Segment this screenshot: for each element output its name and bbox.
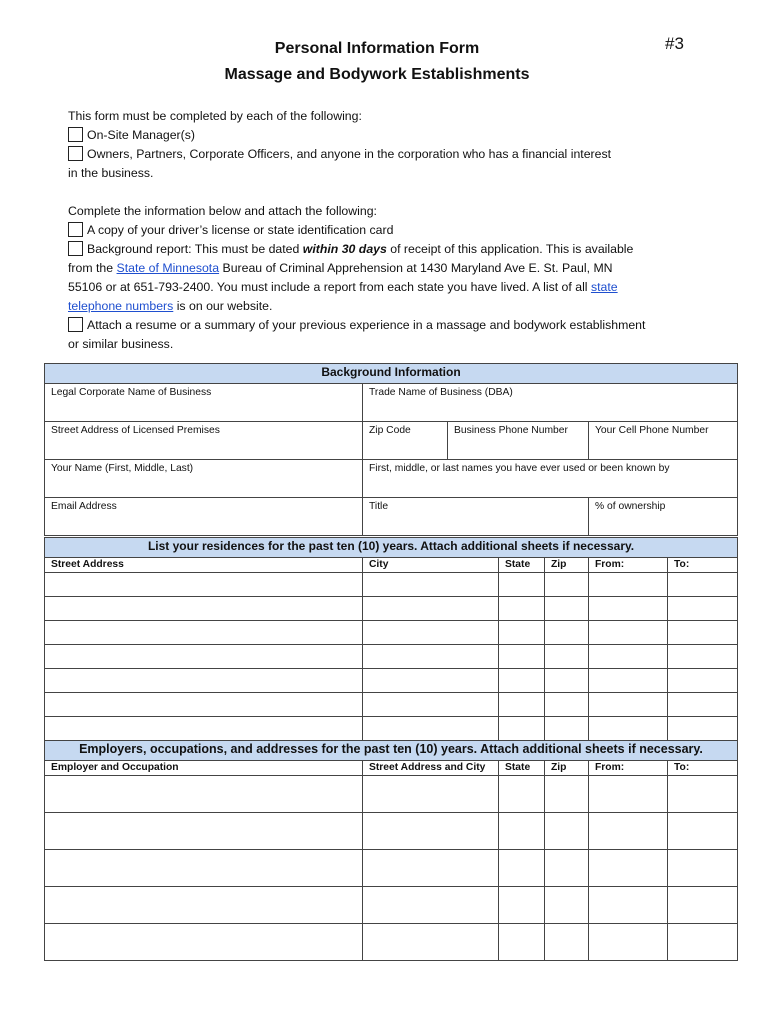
ownership-label: % of ownership <box>595 501 666 512</box>
street-address-field[interactable] <box>45 422 363 460</box>
form-title: Personal Information Form <box>274 40 480 57</box>
residence-row <box>45 573 738 597</box>
legal-name-label: Legal Corporate Name of Business <box>51 387 212 398</box>
residence-city-cell[interactable] <box>363 693 499 717</box>
residences-col-from: From: <box>589 558 668 573</box>
background-information-table <box>44 363 738 536</box>
form-subtitle: Massage and Bodywork Establishments <box>224 66 530 83</box>
checkbox-row-background <box>68 240 728 259</box>
your-name-label: Your Name (First, Middle, Last) <box>51 463 194 474</box>
license-copy-checkbox[interactable] <box>68 222 83 237</box>
residence-street-cell[interactable] <box>45 597 363 621</box>
employer-zip-cell[interactable] <box>545 887 589 924</box>
residence-to-cell[interactable] <box>668 717 738 741</box>
residence-city-cell[interactable] <box>363 645 499 669</box>
employer-occupation-cell[interactable] <box>45 887 363 924</box>
residence-street-cell[interactable] <box>45 645 363 669</box>
other-names-field[interactable] <box>363 460 738 498</box>
residence-zip-cell[interactable] <box>545 597 589 621</box>
residence-city-cell[interactable] <box>363 573 499 597</box>
residence-state-cell[interactable] <box>499 717 545 741</box>
residence-to-cell[interactable] <box>668 693 738 717</box>
residence-city-cell[interactable] <box>363 717 499 741</box>
residences-table <box>44 537 738 741</box>
employer-to-cell[interactable] <box>668 813 738 850</box>
state-telephone-link-part1[interactable]: state <box>590 280 618 294</box>
employer-to-cell[interactable] <box>668 776 738 813</box>
residence-from-cell[interactable] <box>589 669 668 693</box>
your-name-field[interactable] <box>45 460 363 498</box>
residences-col-city: City <box>363 558 499 573</box>
residence-zip-cell[interactable] <box>545 669 589 693</box>
employer-zip-cell[interactable] <box>545 776 589 813</box>
residence-row <box>45 597 738 621</box>
intro-text: This form must be completed by each of the following: <box>68 109 362 123</box>
employers-col-state: State <box>499 761 545 776</box>
email-label: Email Address <box>51 501 117 512</box>
employers-col-zip: Zip <box>545 761 589 776</box>
employer-zip-cell[interactable] <box>545 813 589 850</box>
checkbox-row-owners <box>68 145 728 164</box>
residence-street-cell[interactable] <box>45 669 363 693</box>
residence-to-cell[interactable] <box>668 645 738 669</box>
bg-line3-prefix: 55106 or at 651-793-2400. You must include a report from each state you have lived. A list of all <box>68 280 591 294</box>
employer-from-cell[interactable] <box>589 924 668 961</box>
employer-occupation-cell[interactable] <box>45 776 363 813</box>
owners-checkbox[interactable] <box>68 146 83 161</box>
resume-label: Attach a resume or a summary of your previous experience in a massage and bodywork establishment <box>87 318 646 332</box>
residence-zip-cell[interactable] <box>545 717 589 741</box>
employer-state-cell[interactable] <box>499 887 545 924</box>
employer-from-cell[interactable] <box>589 850 668 887</box>
residences-col-to: To: <box>668 558 738 573</box>
residence-from-cell[interactable] <box>589 693 668 717</box>
employer-state-cell[interactable] <box>499 776 545 813</box>
attach-instructions: Complete the information below and attach the following: <box>68 204 377 218</box>
employer-occupation-cell[interactable] <box>45 924 363 961</box>
checkbox-row-license <box>68 221 728 240</box>
employer-row <box>45 887 738 924</box>
bg-line2-prefix: from the <box>68 261 117 275</box>
onsite-manager-label: On-Site Manager(s) <box>87 128 195 142</box>
residence-state-cell[interactable] <box>499 621 545 645</box>
business-phone-label: Business Phone Number <box>454 425 568 436</box>
residence-from-cell[interactable] <box>589 573 668 597</box>
background-information-heading: Background Information <box>45 364 738 384</box>
employer-zip-cell[interactable] <box>545 850 589 887</box>
state-of-minnesota-link[interactable]: State of Minnesota <box>116 261 220 275</box>
residence-zip-cell[interactable] <box>545 621 589 645</box>
cell-phone-field[interactable] <box>589 422 738 460</box>
owners-label: Owners, Partners, Corporate Officers, and anyone in the corporation who has a financial interest <box>87 147 612 161</box>
checkbox-row-onsite-manager <box>68 126 728 145</box>
employer-from-cell[interactable] <box>589 887 668 924</box>
background-report-label-end: of receipt of this application. This is available <box>386 242 634 256</box>
background-report-line2 <box>68 259 728 278</box>
residence-row <box>45 645 738 669</box>
employer-from-cell[interactable] <box>589 813 668 850</box>
employer-occupation-cell[interactable] <box>45 850 363 887</box>
employer-to-cell[interactable] <box>668 924 738 961</box>
employer-address-cell[interactable] <box>363 776 499 813</box>
residence-zip-cell[interactable] <box>545 573 589 597</box>
trade-name-field[interactable] <box>363 384 738 422</box>
residence-street-cell[interactable] <box>45 693 363 717</box>
onsite-manager-checkbox[interactable] <box>68 127 83 142</box>
state-telephone-link-part2[interactable]: telephone numbers <box>68 299 174 313</box>
residence-state-cell[interactable] <box>499 645 545 669</box>
employers-table <box>44 740 738 961</box>
employer-state-cell[interactable] <box>499 850 545 887</box>
residence-city-cell[interactable] <box>363 621 499 645</box>
resume-label-continued: or similar business. <box>68 337 174 351</box>
employer-from-cell[interactable] <box>589 776 668 813</box>
intro-section-2 <box>68 202 728 354</box>
checkbox-row-resume <box>68 316 728 335</box>
legal-name-field[interactable] <box>45 384 363 422</box>
ownership-field[interactable] <box>589 498 738 536</box>
residence-street-cell[interactable] <box>45 573 363 597</box>
page-number: #3 <box>665 34 684 53</box>
other-names-label: First, middle, or last names you have ever used or been known by <box>369 463 670 474</box>
employers-heading: Employers, occupations, and addresses for the past ten (10) years. Attach additional sheets if necessary. <box>45 741 738 761</box>
residence-row <box>45 717 738 741</box>
residence-to-cell[interactable] <box>668 597 738 621</box>
residence-state-cell[interactable] <box>499 693 545 717</box>
residence-from-cell[interactable] <box>589 621 668 645</box>
residence-state-cell[interactable] <box>499 597 545 621</box>
background-report-line3 <box>68 278 728 297</box>
trade-name-label: Trade Name of Business (DBA) <box>369 387 513 398</box>
residence-zip-cell[interactable] <box>545 645 589 669</box>
employer-address-cell[interactable] <box>363 850 499 887</box>
bg-line4-suffix: is on our website. <box>173 299 273 313</box>
employer-address-cell[interactable] <box>363 924 499 961</box>
residences-col-street: Street Address <box>45 558 363 573</box>
residences-col-zip: Zip <box>545 558 589 573</box>
employer-row <box>45 924 738 961</box>
residence-from-cell[interactable] <box>589 645 668 669</box>
employer-occupation-cell[interactable] <box>45 813 363 850</box>
residence-zip-cell[interactable] <box>545 693 589 717</box>
employers-col-employer: Employer and Occupation <box>45 761 363 776</box>
residence-city-cell[interactable] <box>363 669 499 693</box>
residence-state-cell[interactable] <box>499 669 545 693</box>
employer-row <box>45 813 738 850</box>
employer-row <box>45 776 738 813</box>
employers-col-from: From: <box>589 761 668 776</box>
title-field[interactable] <box>363 498 589 536</box>
residence-street-cell[interactable] <box>45 717 363 741</box>
employer-to-cell[interactable] <box>668 887 738 924</box>
residence-row <box>45 669 738 693</box>
background-report-line4 <box>68 297 728 316</box>
resume-checkbox[interactable] <box>68 317 83 332</box>
employer-zip-cell[interactable] <box>545 924 589 961</box>
zip-code-label: Zip Code <box>369 425 411 436</box>
employers-col-street-city: Street Address and City <box>363 761 499 776</box>
residence-street-cell[interactable] <box>45 621 363 645</box>
cell-phone-label: Your Cell Phone Number <box>595 425 709 436</box>
residence-from-cell[interactable] <box>589 717 668 741</box>
employer-state-cell[interactable] <box>499 813 545 850</box>
bg-line2-suffix: Bureau of Criminal Apprehension at 1430 Maryland Ave E. St. Paul, MN <box>219 261 613 275</box>
residence-to-cell[interactable] <box>668 669 738 693</box>
employer-address-cell[interactable] <box>363 887 499 924</box>
employer-row <box>45 850 738 887</box>
residences-col-state: State <box>499 558 545 573</box>
owners-label-continued: in the business. <box>68 166 154 180</box>
employer-to-cell[interactable] <box>668 850 738 887</box>
street-address-label: Street Address of Licensed Premises <box>51 425 220 436</box>
residence-to-cell[interactable] <box>668 573 738 597</box>
license-copy-label: A copy of your driver’s license or state identification card <box>87 223 394 237</box>
residence-state-cell[interactable] <box>499 573 545 597</box>
employer-state-cell[interactable] <box>499 924 545 961</box>
residence-to-cell[interactable] <box>668 621 738 645</box>
zip-code-field[interactable] <box>363 422 448 460</box>
employer-address-cell[interactable] <box>363 813 499 850</box>
employers-col-to: To: <box>668 761 738 776</box>
within-30-days-text: within 30 days <box>302 242 387 256</box>
residence-city-cell[interactable] <box>363 597 499 621</box>
residence-row <box>45 621 738 645</box>
business-phone-field[interactable] <box>448 422 589 460</box>
email-field[interactable] <box>45 498 363 536</box>
residence-row <box>45 693 738 717</box>
residences-heading: List your residences for the past ten (10) years. Attach additional sheets if necessary. <box>45 538 738 558</box>
background-report-checkbox[interactable] <box>68 241 83 256</box>
residence-from-cell[interactable] <box>589 597 668 621</box>
title-label: Title <box>369 501 389 512</box>
background-report-label: Background report: This must be dated <box>87 242 303 256</box>
intro-section-1 <box>68 107 728 183</box>
